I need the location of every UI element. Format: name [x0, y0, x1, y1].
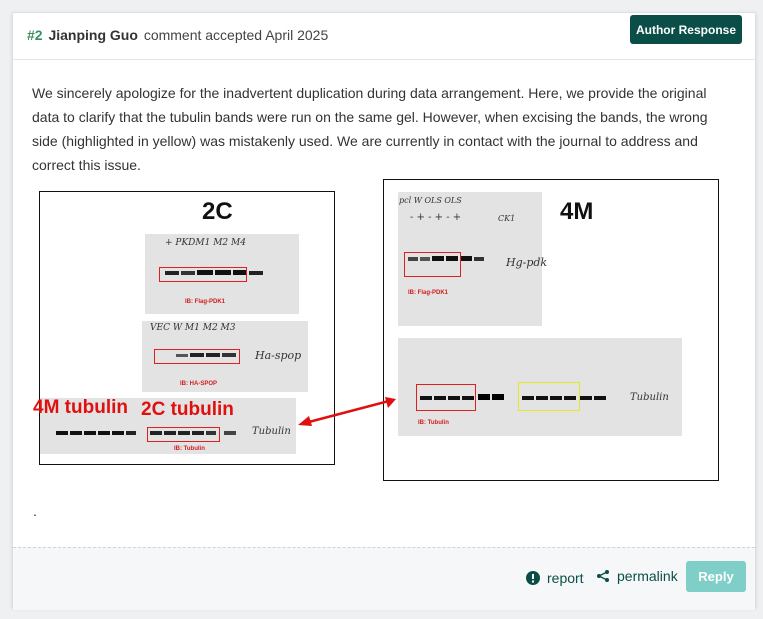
blot-handwriting: Ha-spop [255, 349, 302, 362]
blot-ha-spop [142, 321, 308, 392]
blot-handwriting: Tubulin [252, 426, 291, 437]
comment-meta [27, 27, 328, 43]
highlight-box [416, 384, 476, 411]
highlight-box [147, 427, 220, 442]
blot-label: IB: Flag-PDK1 [185, 299, 226, 305]
annotation-2c-tubulin: 2C tubulin [141, 399, 234, 420]
blot-label: IB: Tubulin [418, 420, 449, 426]
highlight-box [154, 349, 240, 364]
yellow-highlight-box [518, 382, 580, 411]
figure-2c-title: 2C [202, 198, 233, 225]
comment-body: We sincerely apologize for the inadvertent duplication during data arrangement. Here, we provide the original data to clarify that the tubulin bands were run on the same gel. However, when excising the bands, the wrong side (highlighted in yellow) was mistakenly used. We are currently in contact with the journal to address and correct this issue. [32, 85, 708, 173]
permalink-link[interactable] [596, 568, 678, 584]
comment-header [13, 13, 755, 60]
blot-header: pcl W OLS OLS [399, 196, 462, 205]
exclamation-icon [526, 571, 540, 585]
comment-author[interactable]: Jianping Guo [48, 27, 138, 43]
trailing-text: . [33, 503, 37, 519]
author-response-badge: Author Response [630, 15, 742, 44]
blot-signs: - + - + - + [410, 212, 462, 223]
blot-label: IB: Tubulin [174, 446, 205, 452]
blot-label: IB: HA-SPOP [180, 381, 218, 387]
blot-handwriting: + PKDM1 M2 M4 [165, 238, 246, 248]
comment-card [12, 12, 756, 608]
blot-header: VEC W M1 M2 M3 [150, 323, 236, 333]
figure-4m-title: 4M [560, 198, 594, 225]
permalink-label: permalink [617, 568, 678, 584]
blot-handwriting: Tubulin [630, 392, 669, 403]
highlight-box [159, 267, 247, 282]
comment-status: comment accepted April 2025 [143, 27, 329, 43]
blot-flag-pdk1-4m [398, 192, 548, 326]
annotation-4m-tubulin: 4M tubulin [33, 397, 128, 418]
figure-2c [39, 191, 335, 465]
report-label: report [547, 570, 584, 586]
blot-flag-pdk1-2c [145, 234, 299, 314]
reply-button[interactable]: Reply [686, 561, 746, 592]
blot-label: IB: Flag-PDK1 [408, 290, 449, 296]
blot-side-label: CK1 [498, 214, 516, 223]
highlight-box [404, 252, 461, 277]
comment-footer [13, 547, 755, 610]
share-icon [596, 569, 610, 583]
report-link[interactable] [526, 570, 584, 586]
blot-handwriting: Hg-pdk [506, 256, 548, 269]
figure-4m [383, 179, 719, 481]
double-arrow-icon [293, 393, 413, 433]
comment-number[interactable]: #2 [27, 27, 43, 43]
blot-tubulin-4m [398, 338, 682, 436]
